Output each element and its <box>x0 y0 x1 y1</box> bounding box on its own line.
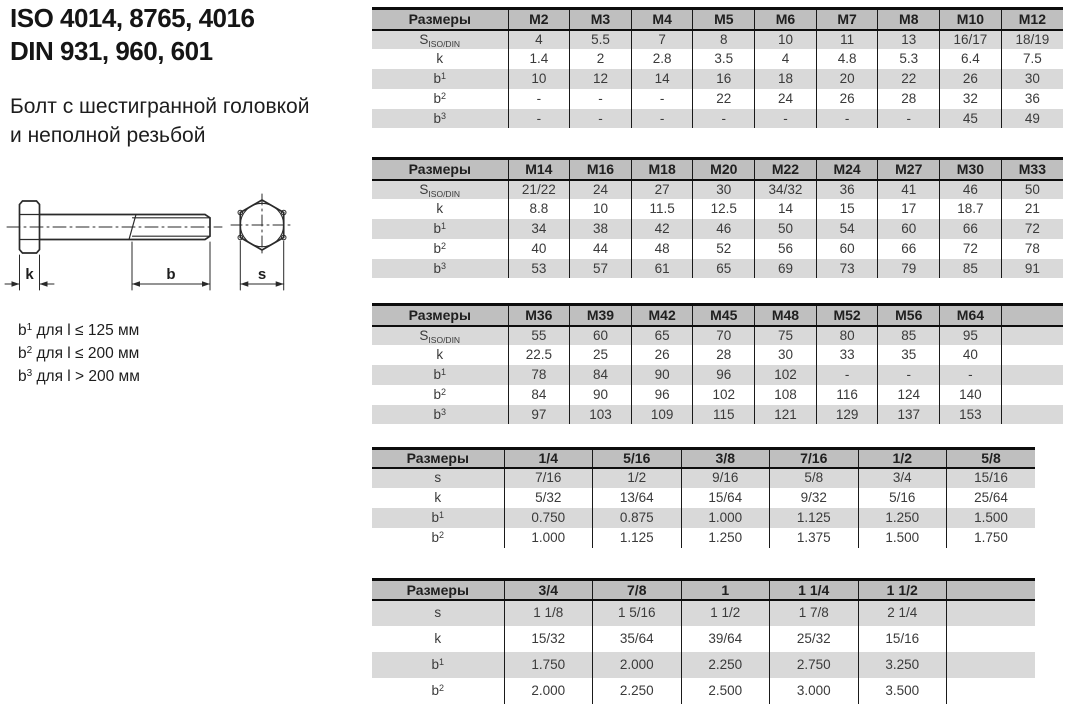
value-cell: 65 <box>631 326 693 346</box>
value-cell: 17 <box>878 199 940 219</box>
row-label: $S_{ISO/DIN}$ <box>372 30 508 50</box>
table-row <box>372 488 1035 508</box>
value-cell: 108 <box>755 385 817 405</box>
value-cell: 66 <box>940 219 1002 239</box>
size-column-header: M7 <box>816 9 878 30</box>
size-column-header: 5/16 <box>593 449 682 468</box>
size-column-header: M52 <box>816 305 878 326</box>
value-cell: 52 <box>693 239 755 259</box>
value-cell: 115 <box>693 405 755 425</box>
value-cell: 103 <box>570 405 632 425</box>
value-cell: 14 <box>631 69 693 89</box>
value-cell: 11 <box>816 30 878 50</box>
value-cell: 1 5/16 <box>593 600 682 626</box>
dimensions-table-m2-m12 <box>372 7 1063 128</box>
row-label: s <box>372 600 504 626</box>
table-header-row <box>372 9 1063 30</box>
value-cell: 0.750 <box>504 508 593 528</box>
value-cell: 24 <box>570 180 632 200</box>
value-cell: 3/4 <box>858 468 947 488</box>
value-cell: 38 <box>570 219 632 239</box>
value-cell: 69 <box>755 259 817 279</box>
table-row <box>372 49 1063 69</box>
value-cell: 50 <box>755 219 817 239</box>
row-label: $b^2$ <box>372 678 504 704</box>
value-cell: - <box>755 109 817 129</box>
table-row <box>372 69 1063 89</box>
value-cell: 57 <box>570 259 632 279</box>
value-cell: 15/16 <box>947 468 1036 488</box>
table-row <box>372 468 1035 488</box>
value-cell: 129 <box>816 405 878 425</box>
value-cell: 124 <box>878 385 940 405</box>
size-column-header: M18 <box>631 159 693 180</box>
table-row <box>372 365 1063 385</box>
table-row <box>372 600 1035 626</box>
table-row <box>372 109 1063 129</box>
value-cell: 121 <box>755 405 817 425</box>
row-label: $b^2$ <box>372 239 508 259</box>
value-cell: 10 <box>755 30 817 50</box>
value-cell: 2.500 <box>681 678 770 704</box>
value-cell: 1.250 <box>858 508 947 528</box>
empty-cell <box>1001 326 1063 346</box>
value-cell: 22 <box>878 69 940 89</box>
value-cell: 75 <box>755 326 817 346</box>
row-label: $b^1$ <box>372 69 508 89</box>
value-cell: 72 <box>1001 219 1063 239</box>
value-cell: 16/17 <box>940 30 1002 50</box>
value-cell: 22 <box>693 89 755 109</box>
size-column-header: M56 <box>878 305 940 326</box>
value-cell: - <box>816 365 878 385</box>
value-cell: 33 <box>816 345 878 365</box>
value-cell: 84 <box>570 365 632 385</box>
subtitle-line-2: и неполной резьбой <box>10 124 206 147</box>
value-cell: 78 <box>1001 239 1063 259</box>
size-column-header: 1/2 <box>858 449 947 468</box>
size-column-header: 7/8 <box>593 580 682 600</box>
dim-label-b: b <box>166 266 176 283</box>
value-cell: 85 <box>878 326 940 346</box>
value-cell: 32 <box>940 89 1002 109</box>
value-cell: 22.5 <box>508 345 570 365</box>
value-cell: 2.000 <box>593 652 682 678</box>
table-row <box>372 30 1063 50</box>
value-cell: 97 <box>508 405 570 425</box>
value-cell: 2.750 <box>770 652 859 678</box>
value-cell: 8 <box>693 30 755 50</box>
size-column-header: M8 <box>878 9 940 30</box>
value-cell: 21 <box>1001 199 1063 219</box>
value-cell: 12 <box>570 69 632 89</box>
value-cell: 153 <box>940 405 1002 425</box>
size-column-header: 3/4 <box>504 580 593 600</box>
value-cell: 10 <box>570 199 632 219</box>
value-cell: 26 <box>631 345 693 365</box>
value-cell: 1.4 <box>508 49 570 69</box>
value-cell: - <box>878 109 940 129</box>
value-cell: 5/32 <box>504 488 593 508</box>
value-cell: 0.875 <box>593 508 682 528</box>
row-label: $b^1$ <box>372 652 504 678</box>
value-cell: 16 <box>693 69 755 89</box>
value-cell: - <box>878 365 940 385</box>
table-row <box>372 219 1063 239</box>
value-cell: - <box>570 89 632 109</box>
value-cell: 2.250 <box>593 678 682 704</box>
value-cell: 15/64 <box>681 488 770 508</box>
dimensions-table-inch-large <box>372 578 1035 704</box>
value-cell: 48 <box>631 239 693 259</box>
value-cell: 1.125 <box>593 528 682 548</box>
size-column-header: M27 <box>878 159 940 180</box>
size-column-header: M5 <box>693 9 755 30</box>
value-cell: 5/16 <box>858 488 947 508</box>
value-cell: 14 <box>755 199 817 219</box>
value-cell: 20 <box>816 69 878 89</box>
table-row <box>372 180 1063 200</box>
value-cell: 65 <box>693 259 755 279</box>
value-cell: 3.5 <box>693 49 755 69</box>
value-cell: 18 <box>755 69 817 89</box>
row-label: k <box>372 345 508 365</box>
row-label: $b^3$ <box>372 405 508 425</box>
value-cell: 60 <box>570 326 632 346</box>
size-column-header: 1/4 <box>504 449 593 468</box>
value-cell: - <box>693 109 755 129</box>
dim-label-k: k <box>25 266 34 283</box>
value-cell: 55 <box>508 326 570 346</box>
value-cell: 40 <box>508 239 570 259</box>
empty-header-cell <box>1001 305 1063 326</box>
value-cell: 13/64 <box>593 488 682 508</box>
value-cell: 5.5 <box>570 30 632 50</box>
table-row <box>372 326 1063 346</box>
size-column-header: M12 <box>1001 9 1063 30</box>
empty-header-cell <box>947 580 1036 600</box>
size-column-header: M33 <box>1001 159 1063 180</box>
value-cell: 1 1/8 <box>504 600 593 626</box>
size-column-header: M16 <box>570 159 632 180</box>
value-cell: 3.250 <box>858 652 947 678</box>
value-cell: 60 <box>878 219 940 239</box>
value-cell: 30 <box>693 180 755 200</box>
value-cell: 70 <box>693 326 755 346</box>
value-cell: 1.250 <box>681 528 770 548</box>
value-cell: 40 <box>940 345 1002 365</box>
value-cell: 25/32 <box>770 626 859 652</box>
value-cell: 5.3 <box>878 49 940 69</box>
value-cell: 54 <box>816 219 878 239</box>
value-cell: 8.8 <box>508 199 570 219</box>
value-cell: 1.500 <box>858 528 947 548</box>
footnote: $b^3$ для l > 200 мм <box>18 368 140 385</box>
size-column-header: M4 <box>631 9 693 30</box>
value-cell: 56 <box>755 239 817 259</box>
corner-header: Размеры <box>372 305 508 326</box>
value-cell: 35 <box>878 345 940 365</box>
value-cell: - <box>940 365 1002 385</box>
value-cell: 49 <box>1001 109 1063 129</box>
value-cell: 18/19 <box>1001 30 1063 50</box>
value-cell: 24 <box>755 89 817 109</box>
row-label: $S_{ISO/DIN}$ <box>372 326 508 346</box>
table-row <box>372 239 1063 259</box>
row-label: k <box>372 199 508 219</box>
value-cell: 2.8 <box>631 49 693 69</box>
size-column-header: 5/8 <box>947 449 1036 468</box>
size-column-header: M39 <box>570 305 632 326</box>
size-column-header: M30 <box>940 159 1002 180</box>
size-column-header: M6 <box>755 9 817 30</box>
value-cell: 7/16 <box>504 468 593 488</box>
row-label: $b^3$ <box>372 109 508 129</box>
value-cell: 34 <box>508 219 570 239</box>
page-title <box>10 2 254 68</box>
value-cell: 109 <box>631 405 693 425</box>
value-cell: - <box>570 109 632 129</box>
value-cell: 85 <box>940 259 1002 279</box>
empty-cell <box>947 652 1036 678</box>
value-cell: 28 <box>878 89 940 109</box>
size-column-header: M14 <box>508 159 570 180</box>
corner-header: Размеры <box>372 9 508 30</box>
value-cell: 102 <box>693 385 755 405</box>
row-label: $S_{ISO/DIN}$ <box>372 180 508 200</box>
size-column-header: M10 <box>940 9 1002 30</box>
size-column-header: M36 <box>508 305 570 326</box>
value-cell: 50 <box>1001 180 1063 200</box>
value-cell: 1.500 <box>947 508 1036 528</box>
value-cell: 46 <box>940 180 1002 200</box>
value-cell: 61 <box>631 259 693 279</box>
value-cell: 95 <box>940 326 1002 346</box>
value-cell: 1 7/8 <box>770 600 859 626</box>
value-cell: 9/32 <box>770 488 859 508</box>
value-cell: 1 1/2 <box>681 600 770 626</box>
footnotes <box>18 318 140 387</box>
table-row <box>372 678 1035 704</box>
value-cell: 116 <box>816 385 878 405</box>
row-label: s <box>372 468 504 488</box>
row-label: $b^1$ <box>372 219 508 239</box>
value-cell: 30 <box>1001 69 1063 89</box>
table-row <box>372 259 1063 279</box>
corner-header: Размеры <box>372 580 504 600</box>
value-cell: 4 <box>755 49 817 69</box>
empty-cell <box>947 678 1036 704</box>
value-cell: 72 <box>940 239 1002 259</box>
value-cell: 34/32 <box>755 180 817 200</box>
size-column-header: M3 <box>570 9 632 30</box>
value-cell: 25 <box>570 345 632 365</box>
value-cell: 28 <box>693 345 755 365</box>
row-label: $b^1$ <box>372 365 508 385</box>
value-cell: 4.8 <box>816 49 878 69</box>
page-subtitle <box>10 92 309 150</box>
size-column-header: 1 1/4 <box>770 580 859 600</box>
value-cell: 35/64 <box>593 626 682 652</box>
size-column-header: M24 <box>816 159 878 180</box>
table-header-row <box>372 449 1035 468</box>
size-column-header: 1 <box>681 580 770 600</box>
value-cell: 1.750 <box>504 652 593 678</box>
value-cell: 15/32 <box>504 626 593 652</box>
row-label: k <box>372 49 508 69</box>
value-cell: - <box>508 109 570 129</box>
value-cell: - <box>816 109 878 129</box>
value-cell: 26 <box>816 89 878 109</box>
value-cell: 1.000 <box>681 508 770 528</box>
value-cell: 13 <box>878 30 940 50</box>
value-cell: - <box>631 109 693 129</box>
empty-cell <box>1001 345 1063 365</box>
size-column-header: 3/8 <box>681 449 770 468</box>
value-cell: 15/16 <box>858 626 947 652</box>
value-cell: 2.000 <box>504 678 593 704</box>
value-cell: 9/16 <box>681 468 770 488</box>
value-cell: 73 <box>816 259 878 279</box>
value-cell: 46 <box>693 219 755 239</box>
empty-cell <box>947 600 1036 626</box>
bolt-technical-drawing <box>0 188 320 306</box>
size-column-header: M22 <box>755 159 817 180</box>
value-cell: 25/64 <box>947 488 1036 508</box>
value-cell: 42 <box>631 219 693 239</box>
value-cell: 1/2 <box>593 468 682 488</box>
corner-header: Размеры <box>372 159 508 180</box>
size-column-header: 1 1/2 <box>858 580 947 600</box>
value-cell: 80 <box>816 326 878 346</box>
size-column-header: M20 <box>693 159 755 180</box>
value-cell: 30 <box>755 345 817 365</box>
footnote: $b^1$ для l ≤ 125 мм <box>18 322 140 339</box>
table-row <box>372 508 1035 528</box>
empty-cell <box>1001 385 1063 405</box>
row-label: k <box>372 488 504 508</box>
value-cell: 96 <box>693 365 755 385</box>
size-column-header: M42 <box>631 305 693 326</box>
table-row <box>372 626 1035 652</box>
table-row <box>372 89 1063 109</box>
size-column-header: M64 <box>940 305 1002 326</box>
value-cell: - <box>508 89 570 109</box>
value-cell: 90 <box>631 365 693 385</box>
value-cell: 90 <box>570 385 632 405</box>
value-cell: 21/22 <box>508 180 570 200</box>
title-din: DIN 931, 960, 601 <box>10 36 213 66</box>
footnote: $b^2$ для l ≤ 200 мм <box>18 345 140 362</box>
value-cell: 1.750 <box>947 528 1036 548</box>
value-cell: 140 <box>940 385 1002 405</box>
row-label: $b^2$ <box>372 385 508 405</box>
value-cell: 39/64 <box>681 626 770 652</box>
size-column-header: 7/16 <box>770 449 859 468</box>
dim-label-s: s <box>257 266 267 283</box>
value-cell: 10 <box>508 69 570 89</box>
table-row <box>372 345 1063 365</box>
table-row <box>372 528 1035 548</box>
title-iso: ISO 4014, 8765, 4016 <box>10 3 255 33</box>
row-label: $b^2$ <box>372 89 508 109</box>
size-column-header: M2 <box>508 9 570 30</box>
size-column-header: M48 <box>755 305 817 326</box>
value-cell: 96 <box>631 385 693 405</box>
value-cell: 45 <box>940 109 1002 129</box>
value-cell: - <box>631 89 693 109</box>
value-cell: 78 <box>508 365 570 385</box>
table-header-row <box>372 580 1035 600</box>
value-cell: 15 <box>816 199 878 219</box>
value-cell: 6.4 <box>940 49 1002 69</box>
value-cell: 44 <box>570 239 632 259</box>
value-cell: 5/8 <box>770 468 859 488</box>
table-header-row <box>372 159 1063 180</box>
value-cell: 1.125 <box>770 508 859 528</box>
empty-cell <box>1001 365 1063 385</box>
corner-header: Размеры <box>372 449 504 468</box>
table-row <box>372 652 1035 678</box>
dimensions-table-m14-m33 <box>372 157 1063 278</box>
row-label: $b^2$ <box>372 528 504 548</box>
value-cell: 18.7 <box>940 199 1002 219</box>
value-cell: 7.5 <box>1001 49 1063 69</box>
value-cell: 53 <box>508 259 570 279</box>
value-cell: 26 <box>940 69 1002 89</box>
dimensions-table-m36-m64 <box>372 303 1063 424</box>
table-row <box>372 385 1063 405</box>
empty-cell <box>947 626 1036 652</box>
row-label: k <box>372 626 504 652</box>
value-cell: 3.000 <box>770 678 859 704</box>
value-cell: 2 1/4 <box>858 600 947 626</box>
row-label: $b^1$ <box>372 508 504 528</box>
value-cell: 11.5 <box>631 199 693 219</box>
table-row <box>372 405 1063 425</box>
row-label: $b^3$ <box>372 259 508 279</box>
value-cell: 41 <box>878 180 940 200</box>
value-cell: 91 <box>1001 259 1063 279</box>
value-cell: 79 <box>878 259 940 279</box>
value-cell: 36 <box>1001 89 1063 109</box>
value-cell: 137 <box>878 405 940 425</box>
value-cell: 7 <box>631 30 693 50</box>
value-cell: 102 <box>755 365 817 385</box>
value-cell: 60 <box>816 239 878 259</box>
table-row <box>372 199 1063 219</box>
value-cell: 1.375 <box>770 528 859 548</box>
value-cell: 3.500 <box>858 678 947 704</box>
value-cell: 2.250 <box>681 652 770 678</box>
value-cell: 12.5 <box>693 199 755 219</box>
value-cell: 1.000 <box>504 528 593 548</box>
value-cell: 2 <box>570 49 632 69</box>
value-cell: 84 <box>508 385 570 405</box>
value-cell: 66 <box>878 239 940 259</box>
value-cell: 27 <box>631 180 693 200</box>
table-header-row <box>372 305 1063 326</box>
size-column-header: M45 <box>693 305 755 326</box>
empty-cell <box>1001 405 1063 425</box>
dimensions-table-inch-small <box>372 447 1035 548</box>
value-cell: 36 <box>816 180 878 200</box>
value-cell: 4 <box>508 30 570 50</box>
subtitle-line-1: Болт с шестигранной головкой <box>10 95 310 118</box>
